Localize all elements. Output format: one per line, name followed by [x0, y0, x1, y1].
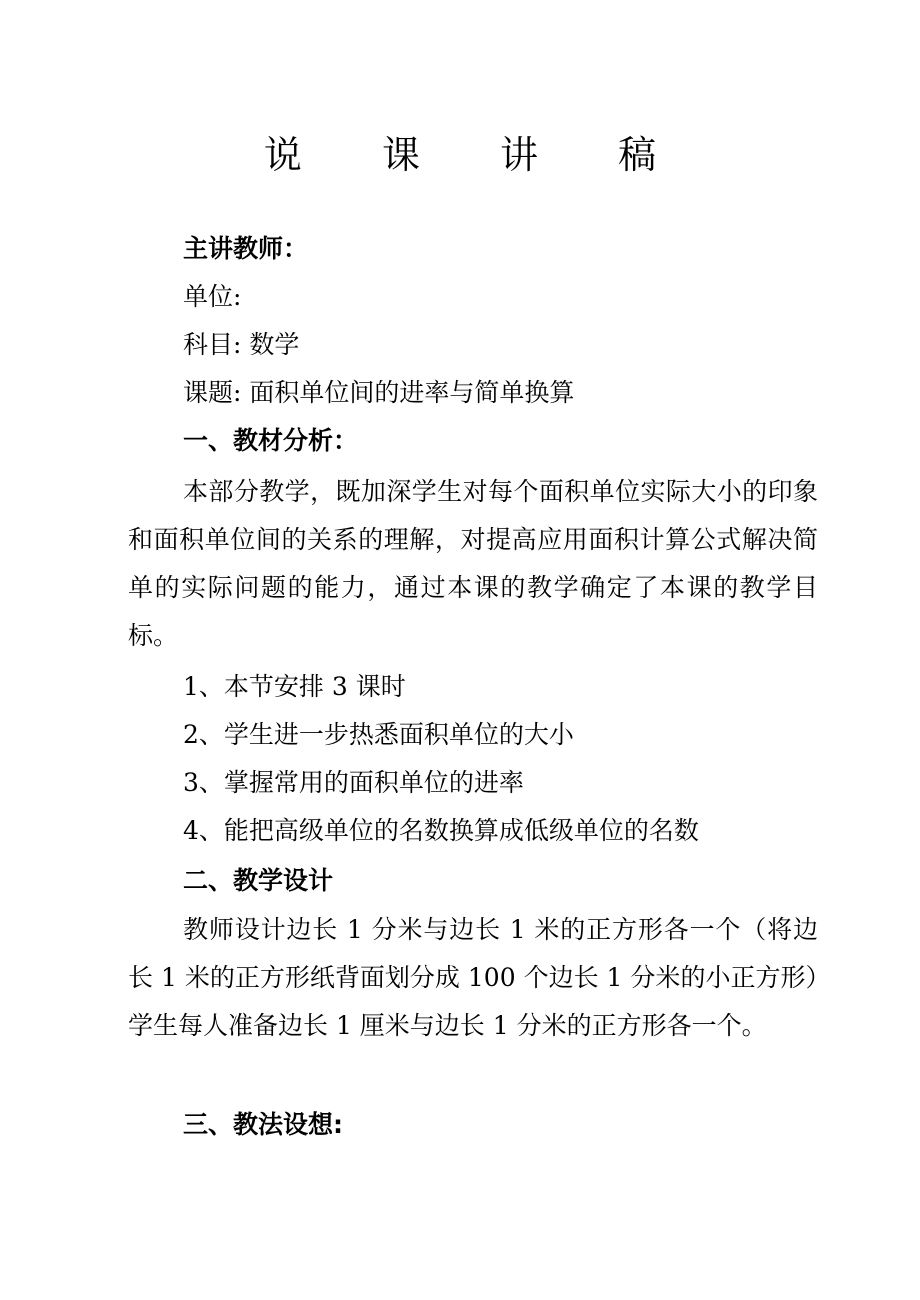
section-2-body: 教师设计边长 1 分米与边长 1 米的正方形各一个（将边长 1 米的正方形纸背面划分成 100 个边长 1 分米的小正方形）学生每人准备边长 1 厘米与边长 1 分米的正方形各一个。	[128, 915, 818, 1040]
teacher-label: 主讲教师：	[183, 234, 309, 263]
unit-label-b: 位:	[208, 282, 242, 311]
subject-label-b: 目:	[208, 330, 242, 359]
subject-value: 数学	[249, 330, 300, 359]
subject-field	[183, 328, 299, 362]
list-item-3: 3、掌握常用的面积单位的进率	[183, 768, 524, 797]
section-2-heading: 二、教学设计	[183, 866, 334, 895]
subject-label-a: 科	[183, 330, 209, 359]
list-item-2: 2、学生进一步热悉面积单位的大小	[183, 720, 574, 749]
list-item-1: 1、本节安排 3 课时	[183, 672, 406, 701]
page-title: 说 课 讲 稿	[263, 133, 691, 177]
list-item-4: 4、能把高级单位的名数换算成低级单位的名数	[183, 816, 699, 845]
unit-label-a: 单	[183, 282, 209, 311]
section-1-body: 本部分教学，既加深学生对每个面积单位实际大小的印象和面积单位间的关系的理解，对提高应用面积计算公式解决简单的实际问题的能力，通过本课的教学确定了本课的教学目标。	[128, 477, 818, 650]
section-1-heading: 一、教材分析：	[183, 426, 359, 455]
section-3-heading: 三、教法设想:	[183, 1110, 343, 1139]
topic-line: 课题: 面积单位间的进率与简单换算	[183, 378, 575, 407]
unit-field	[183, 280, 241, 314]
